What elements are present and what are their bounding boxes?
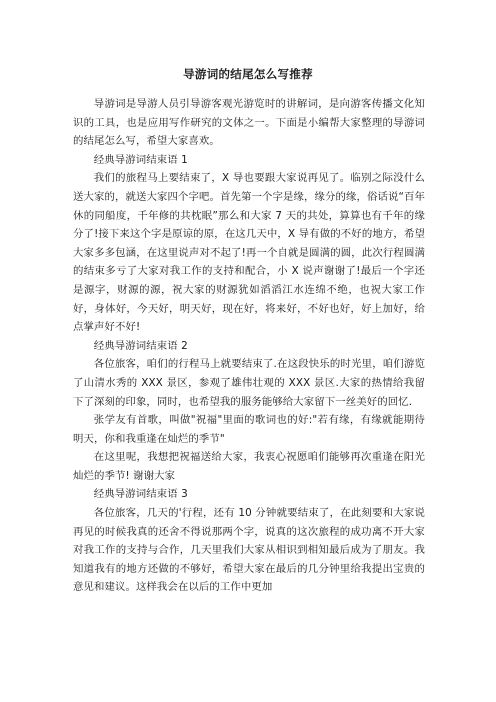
intro-paragraph: 导游词是导游人员引导游客观光游览时的讲解词，是向游客传播文化知识的工具，也是应用写作研究的文体之一。下面是小编帮大家整理的导游词的结尾怎么写，希望大家喜欢。 [73,98,425,148]
section-heading-1: 经典导游词结束语 1 [93,153,188,166]
section-2-paragraph-1: 各位旅客，咱们的行程马上就要结束了.在这段快乐的时光里，咱们游览了山清水秀的 XXX 景区，参观了雄伟壮观的 XXX 景区.大家的热情给我留下了深刻的印象，同时，也希望我的服务能够给大家留下一丝美好的回忆. [73,358,425,408]
document-title: 导游词的结尾怎么写推荐 [183,67,313,81]
section-3-paragraph: 各位旅客，几天的'行程，还有 10 分钟就要结束了，在此刻要和大家说再见的时候我真的还舍不得说那两个字，说真的这次旅程的成功离不开大家对我工作的支持与合作，几天里我们大家从相识到相知最后成为了朋友。我知道我有的地方还做的不够好，希望大家在最后的几分钟里给我提出宝贵的意见和建议。这样我会在以后的工作中更加 [73,507,425,594]
section-1-paragraph: 我们的旅程马上要结束了，X 导也要跟大家说再见了。临别之际没什么送大家的，就送大家四个字吧。首先第一个字是缘，缘分的缘，俗话说“百年休的同船度，千年修的共枕眠”那么和大家 7 天的共处，算算也有千年的缘分了!接下来这个字是原谅的原，在这几天中，X 导有做的不好的地方，希望大家多多包涵，在这里说声对不起了!再一个自就是圆满的圆，此次行程圆满的结束多亏了大家对我工作的支持和配合，小 X 说声谢谢了!最后一个字还是源字，财源的源，祝大家的财源犹如滔滔江水连绵不绝，也祝大家工作好，身体好，今天好，明天好，现在好，将来好，不好也好，好上加好，给点掌声好不好! [73,172,425,334]
section-heading-2: 经典导游词结束语 2 [93,339,188,352]
section-2-paragraph-3: 在这里呢，我想把祝福送给大家，我衷心祝愿咱们能够再次重逢在阳光灿烂的季节! 谢谢大家 [73,451,425,482]
document-body [73,95,425,597]
section-heading-3: 经典导游词结束语 3 [93,488,188,501]
section-2-paragraph-2: 张学友有首歌，叫做"祝福"里面的歌词也的好:"若有缘，有缘就能期待明天，你和我重逢在灿烂的季节" [73,414,425,445]
